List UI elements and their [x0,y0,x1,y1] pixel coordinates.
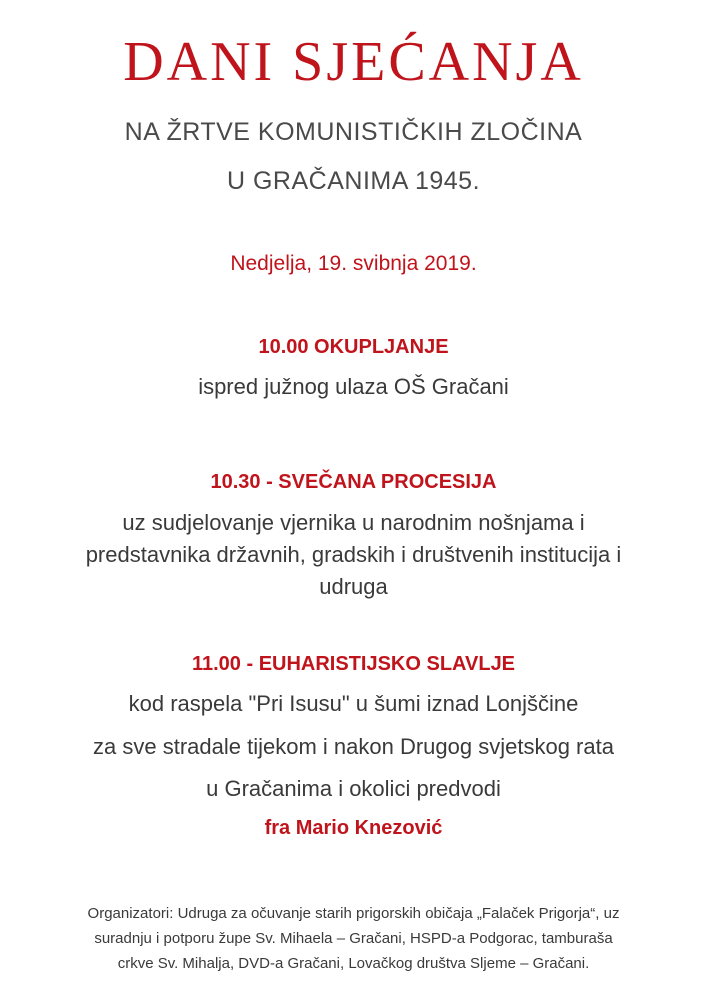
event-heading-mass: 11.00 - EUHARISTIJSKO SLAVLJE [191,653,516,675]
subtitle-line-1: NA ŽRTVE KOMUNISTIČKIH ZLOČINA [124,118,583,146]
event-description-procession-line-3: udruga [319,574,388,599]
celebrant-name: fra Mario Knezović [264,817,443,839]
event-description-gathering: ispred južnog ulaza OŠ Gračani [198,374,509,399]
event-description-procession-line-2: predstavnika državnih, gradskih i društvenih institucija i [85,542,622,567]
event-description-procession-line-1: uz sudjelovanje vjernika u narodnim nošnjama i [122,510,585,535]
organizers-line-1: Organizatori: Udruga za očuvanje starih prigorskih običaja „Falaček Prigorja“, uz [87,905,620,922]
event-description-mass-line-3: u Gračanima i okolici predvodi [206,776,501,801]
subtitle-line-2: U GRAČANIMA 1945. [226,167,481,195]
event-description-mass-line-1: kod raspela "Pri Isusu" u šumi iznad Lonjščine [128,691,579,716]
event-description-mass-line-2: za sve stradale tijekom i nakon Drugog svjetskog rata [93,734,614,759]
organizers-line-3: crkve Sv. Mihalja, DVD-a Gračani, Lovačkog društva Sljeme – Gračani. [117,955,590,972]
event-date: Nedjelja, 19. svibnja 2019. [230,252,477,275]
event-heading-procession: 10.30 - SVEČANA PROCESIJA [210,471,497,493]
organizers-line-2: suradnju i potporu župe Sv. Mihaela – Gračani, HSPD-a Podgorac, tamburaša [94,930,613,947]
page-title: DANI SJEĆANJA [123,31,584,93]
event-heading-gathering: 10.00 OKUPLJANJE [258,336,449,358]
